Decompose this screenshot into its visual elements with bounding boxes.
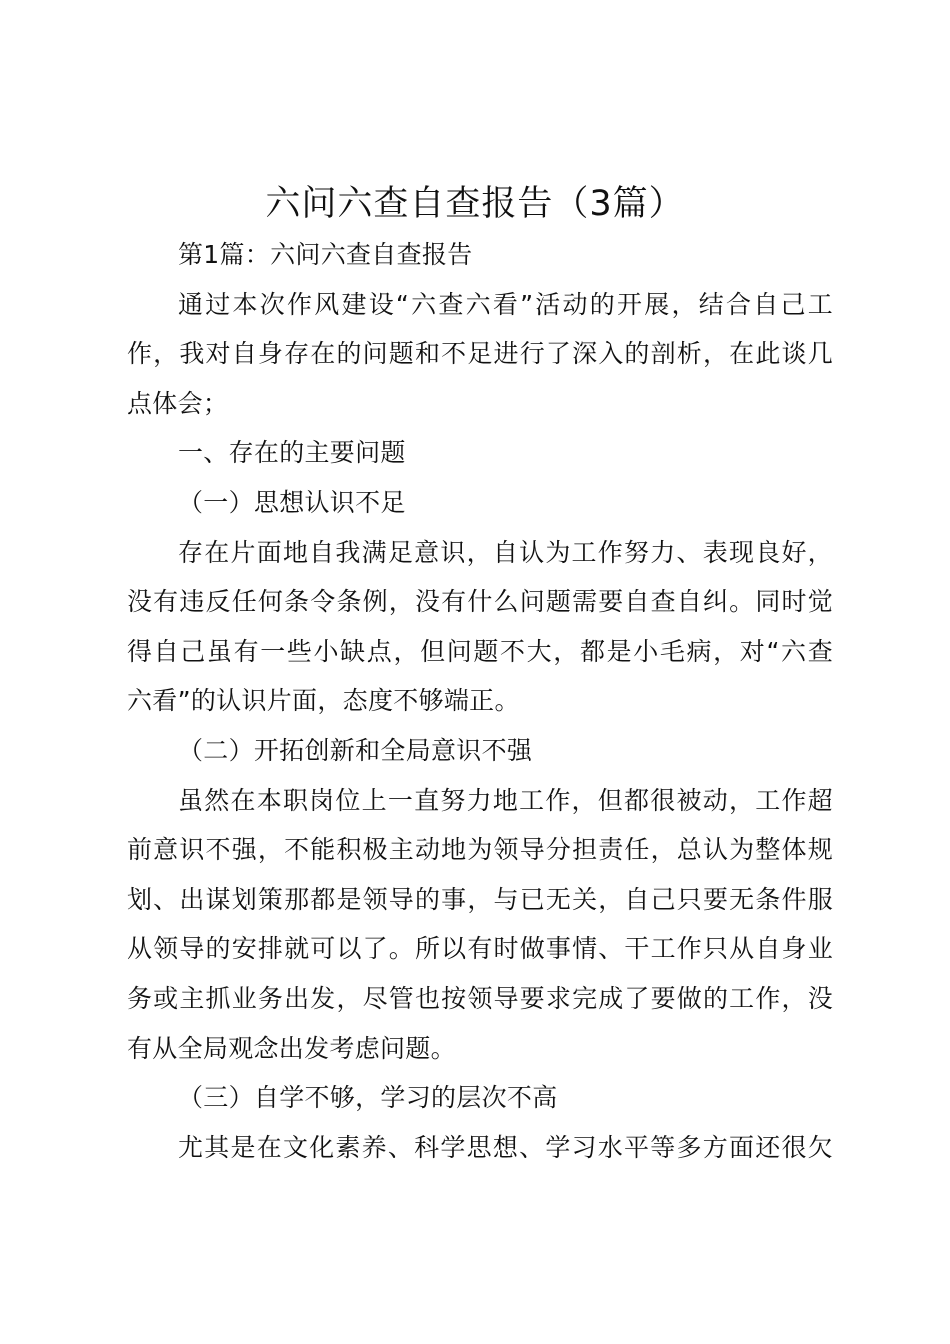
- text-line: 有从全局观念出发考虑问题。: [127, 1033, 456, 1063]
- text-line: 划、出谋划策那都是领导的事，与已无关，自己只要无条件服: [127, 884, 833, 914]
- text-line: 务或主抓业务出发，尽管也按领导要求完成了要做的工作，没: [127, 983, 833, 1013]
- text-line: 从领导的安排就可以了。所以有时做事情、干工作只从自身业: [127, 934, 833, 964]
- section-heading: 一、存在的主要问题: [178, 438, 406, 468]
- subsection-heading: （三）自学不够，学习的层次不高: [178, 1083, 558, 1113]
- subsection-heading: （二）开拓创新和全局意识不强: [178, 735, 533, 765]
- text-line: 存在片面地自我满足意识，自认为工作努力、表现良好，: [178, 537, 833, 567]
- text-line: 没有违反任何条令条例，没有什么问题需要自查自纠。同时觉: [127, 587, 833, 617]
- subsection-heading: （一）思想认识不足: [178, 487, 406, 517]
- text-line: 前意识不强，不能积极主动地为领导分担责任，总认为整体规: [127, 835, 833, 865]
- document-body: [127, 230, 833, 1172]
- text-line: 通过本次作风建设“六查六看”活动的开展，结合自己工: [178, 289, 833, 319]
- text-line: 得自己虽有一些小缺点，但问题不大，都是小毛病，对“六查: [127, 636, 833, 666]
- text-line: 点体会；: [127, 388, 229, 418]
- text-line: 尤其是在文化素养、科学思想、学习水平等多方面还很欠: [178, 1132, 833, 1162]
- text-line: 作，我对自身存在的问题和不足进行了深入的剖析，在此谈几: [127, 339, 833, 369]
- document-title: 六问六查自查报告（3篇）: [265, 184, 685, 224]
- text-line: 第1篇：六问六查自查报告: [178, 240, 473, 269]
- text-line: 虽然在本职岗位上一直努力地工作，但都很被动，工作超: [178, 785, 833, 815]
- text-line: 六看”的认识片面，态度不够端正。: [127, 686, 520, 716]
